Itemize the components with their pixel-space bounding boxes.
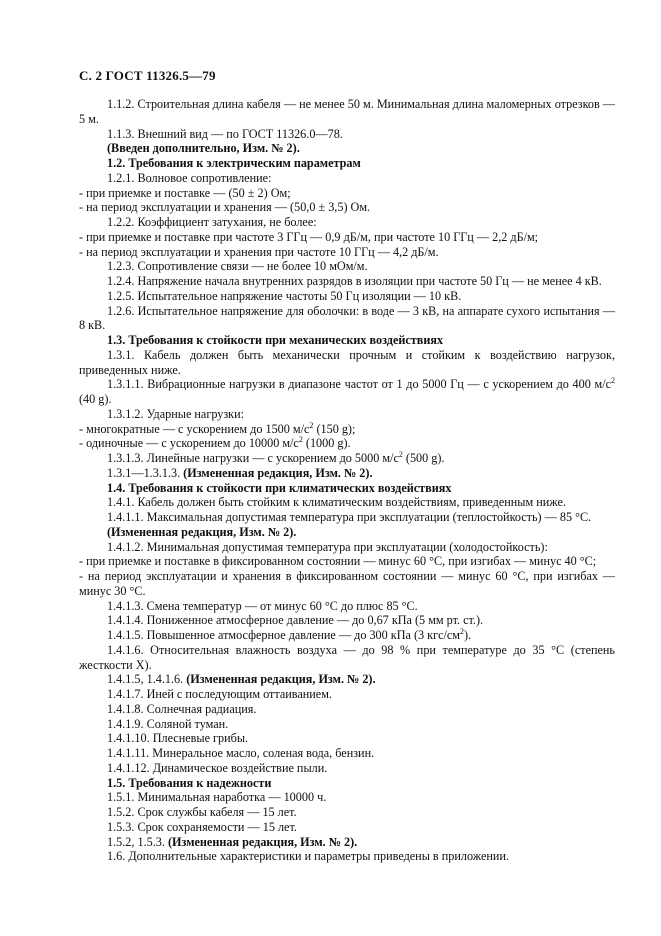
paragraph	[79, 510, 615, 525]
paragraph	[79, 274, 615, 289]
text-text: - при приемке и поставке в фиксированном состоянии — минус 60 °С, при изгибах — минус 40 °С;	[79, 554, 597, 569]
text-post: (500 g).	[402, 451, 445, 465]
text-pre: 1.3.1.1. Вибрационные нагрузки в диапазоне частот от 1 до 5000 Гц — с ускорением до 400 м/с	[107, 377, 611, 392]
text-post: (1000 g).	[302, 436, 351, 451]
paragraph	[79, 377, 615, 407]
text-text: 1.4.1.1. Максимальная допустимая температура при эксплуатации (теплостойкость) — 85 °С.	[107, 510, 592, 524]
paragraph	[79, 820, 615, 835]
text-text: 1.2.5. Испытательное напряжение частоты 50 Гц изоляции — 10 кВ.	[107, 288, 462, 303]
text-pre: 1.3.1.3. Линейные нагрузки — с ускорением до 5000 м/с	[107, 451, 399, 465]
text-text: 1.4.1.4. Пониженное атмосферное давление — до 0,67 кПа (5 мм рт. ст.).	[107, 613, 484, 628]
paragraph	[79, 171, 615, 186]
text-text: 1.5.2. Срок службы кабеля — 15 лет.	[107, 805, 297, 819]
paragraph	[79, 466, 615, 481]
paragraph	[79, 304, 615, 334]
text-text: 1.4.1.10. Плесневые грибы.	[107, 731, 249, 746]
text-text: 1.4.1.8. Солнечная радиация.	[107, 701, 257, 716]
text-text: - при приемке и поставке при частоте 3 ГГц — 0,9 дБ/м, при частоте 10 ГГц — 2,2 дБ/м;	[79, 229, 539, 244]
text-post: (40 g).	[79, 392, 112, 406]
text-text: 1.1.3. Внешний вид — по ГОСТ 11326.0—78.	[107, 126, 343, 141]
text-text: 1.2.2. Коэффициент затухания, не более:	[107, 215, 317, 229]
text-text: 1.2.6. Испытательное напряжение для оболочки: в воде — 3 кВ, на аппарате сухого испытания — 8 кВ.	[79, 303, 615, 333]
list-item	[79, 569, 615, 599]
section-heading	[79, 141, 615, 156]
page-header: С. 2 ГОСТ 11326.5—79	[79, 68, 216, 83]
text-text: 1.4.1.2. Минимальная допустимая температура при эксплуатации (холодостойкость):	[107, 539, 548, 554]
paragraph	[79, 613, 615, 628]
paragraph	[79, 289, 615, 304]
text-text: - на период эксплуатации и хранения в фиксированном состоянии — минус 60 °С, при изгибах — минус 30 °С.	[79, 569, 615, 598]
paragraph	[79, 835, 615, 850]
paragraph	[79, 628, 615, 643]
text-text: 1.2.1. Волновое сопротивление:	[107, 170, 272, 185]
text-text: 1.3.1.2. Ударные нагрузки:	[107, 406, 245, 421]
paragraph	[79, 407, 615, 422]
paragraph	[79, 672, 615, 687]
document-body	[79, 97, 615, 864]
list-item	[79, 436, 615, 451]
paragraph	[79, 540, 615, 555]
text-post: ).	[464, 628, 472, 642]
paragraph	[79, 259, 615, 274]
text-pre: - многократные — с ускорением до 1500 м/с	[79, 421, 310, 436]
text-text: - при приемке и поставке — (50 ± 2) Ом;	[79, 185, 291, 200]
text-pre: 1.5.2, 1.5.3.	[107, 834, 168, 849]
list-item	[79, 200, 615, 215]
text-sup: 2	[460, 626, 465, 636]
text-text: 1.4.1.3. Смена температур — от минус 60 °С до плюс 85 °С.	[107, 598, 418, 613]
paragraph	[79, 348, 615, 378]
text-text: 1.3.1. Кабель должен быть механически прочным и стойким к воздействию нагрузок, приведенных ниже.	[79, 347, 615, 377]
text-text: 1.4.1. Кабель должен быть стойким к климатическим воздействиям, приведенным ниже.	[107, 495, 567, 510]
text-text: 1.2. Требования к электрическим параметрам	[107, 156, 361, 170]
paragraph	[79, 761, 615, 776]
section-heading	[79, 776, 615, 791]
text-text: 1.5.3. Срок сохраняемости — 15 лет.	[107, 819, 297, 834]
paragraph	[79, 687, 615, 702]
paragraph	[79, 495, 615, 510]
section-heading	[79, 481, 615, 496]
text-text: 1.3. Требования к стойкости при механических воздействиях	[107, 333, 444, 347]
text-text: 1.4. Требования к стойкости при климатических воздействиях	[107, 480, 452, 495]
list-item	[79, 554, 615, 569]
text-text: 1.5. Требования к надежности	[107, 775, 272, 790]
paragraph	[79, 215, 615, 230]
text-text: 1.2.3. Сопротивление связи — не более 10 мОм/м.	[107, 259, 368, 274]
text-text: - на период эксплуатации и хранения при частоте 10 ГГц — 4,2 дБ/м.	[79, 244, 439, 259]
list-item	[79, 186, 615, 201]
text-sup: 2	[309, 420, 314, 430]
text-sup: 2	[398, 449, 403, 459]
text-sup: 2	[611, 376, 615, 386]
text-bold: (Измененная редакция, Изм. № 2).	[183, 465, 373, 480]
paragraph	[79, 805, 615, 820]
text-pre: 1.4.1.5. Повышенное атмосферное давление — до 300 кПа (3 кгс/см	[107, 628, 461, 642]
paragraph	[79, 702, 615, 717]
paragraph	[79, 599, 615, 614]
paragraph	[79, 731, 615, 746]
text-text: 1.4.1.12. Динамическое воздействие пыли.	[107, 760, 328, 775]
list-item	[79, 422, 615, 437]
section-heading	[79, 156, 615, 171]
paragraph	[79, 97, 615, 127]
text-bold: (Измененная редакция, Изм. № 2).	[186, 672, 376, 687]
text-text: 1.6. Дополнительные характеристики и параметры приведены в приложении.	[107, 849, 510, 864]
text-text: 1.5.1. Минимальная наработка — 10000 ч.	[107, 790, 327, 805]
text-text: 1.4.1.9. Соляной туман.	[107, 716, 229, 731]
text-text: 1.2.4. Напряжение начала внутренних разрядов в изоляции при частоте 50 Гц — не менее 4 кВ.	[107, 274, 602, 288]
list-item	[79, 245, 615, 260]
paragraph	[79, 746, 615, 761]
text-text: 1.4.1.6. Относительная влажность воздуха — до 98 % при температуре до 35 °С (степень жесткости X).	[79, 642, 615, 672]
list-item	[79, 230, 615, 245]
text-pre: 1.3.1—1.3.1.3.	[107, 465, 184, 480]
text-text: (Введен дополнительно, Изм. № 2).	[107, 141, 300, 156]
section-heading	[79, 525, 615, 540]
paragraph	[79, 790, 615, 805]
text-pre: - одиночные — с ускорением до 10000 м/с	[79, 436, 299, 451]
text-text: 1.4.1.7. Иней с последующим оттаиванием.	[107, 687, 332, 701]
paragraph	[79, 717, 615, 732]
paragraph	[79, 643, 615, 673]
paragraph	[79, 849, 615, 864]
text-pre: 1.4.1.5, 1.4.1.6.	[107, 672, 187, 687]
text-bold: (Измененная редакция, Изм. № 2).	[167, 834, 358, 849]
text-text: - на период эксплуатации и хранения — (50,0 ± 3,5) Ом.	[79, 200, 371, 215]
section-heading	[79, 333, 615, 348]
text-post: (150 g);	[313, 421, 356, 436]
text-text: 1.4.1.11. Минеральное масло, соленая вода, бензин.	[107, 746, 375, 760]
paragraph	[79, 127, 615, 142]
text-sup: 2	[298, 435, 303, 445]
paragraph	[79, 451, 615, 466]
text-text: 1.1.2. Строительная длина кабеля — не менее 50 м. Минимальная длина маломерных отрезков — 5 м.	[79, 97, 615, 126]
text-text: (Измененная редакция, Изм. № 2).	[107, 524, 297, 539]
